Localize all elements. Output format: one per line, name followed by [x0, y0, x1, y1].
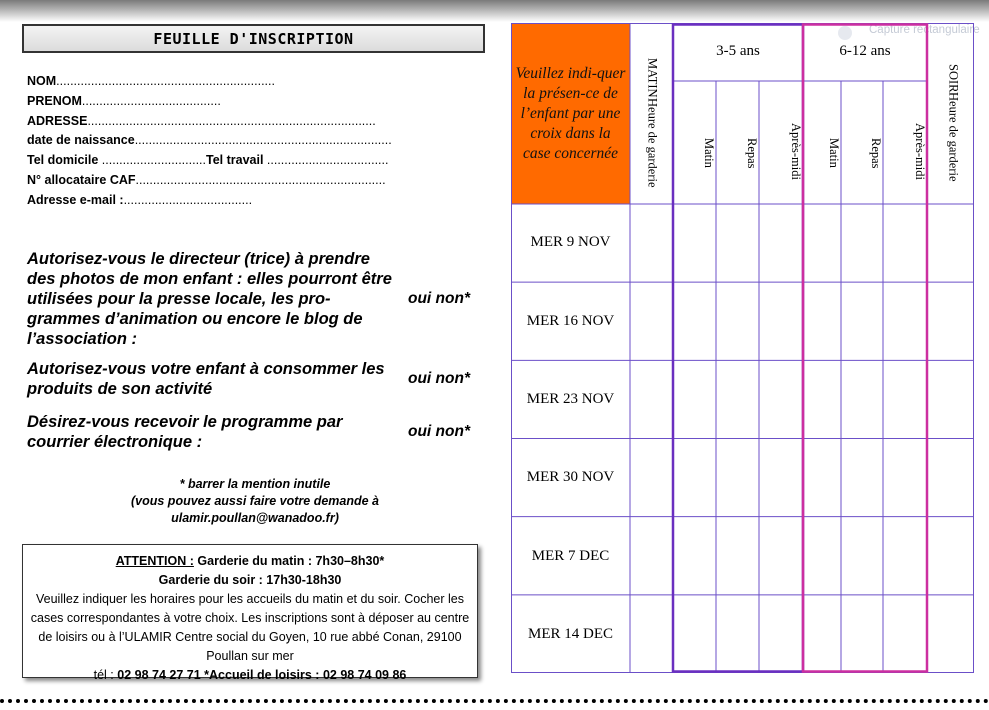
- question-photo: Autorisez-vous le directeur (trice) à prendre des photos de mon enfant : elles pourront être utilisées pour la presse locale, les pro-grammes d’animation ou encore le blog de l’association :: [27, 250, 392, 348]
- attention-box: [22, 544, 478, 682]
- cut-line: [0, 699, 989, 703]
- evening-hours: Garderie du soir : 17h30-18h30: [158, 573, 342, 587]
- field-adresse[interactable]: ADRESSE...................................................................................: [27, 113, 376, 128]
- answer-photo[interactable]: oui non*: [408, 290, 470, 307]
- attention-heading: ATTENTION :: [115, 554, 194, 568]
- date-row-4: MER 30 NOV: [526, 469, 615, 485]
- sub-matin-2: Matin: [827, 138, 841, 168]
- date-row-5: MER 7 DEC: [531, 548, 610, 564]
- tel-numbers: 02 98 74 27 71 *Accueil de loisirs : 02 98 74 09 86: [117, 668, 407, 682]
- instruction-text: Veuillez indi-quer la présen-ce de l’enfant par une croix dans la case concernée: [515, 64, 626, 162]
- field-prenom[interactable]: PRENOM........................................: [27, 93, 221, 108]
- field-date-naissance[interactable]: date de naissance..........................................................................: [27, 133, 392, 148]
- sub-apres-midi-1: Après-midi: [789, 122, 803, 180]
- date-row-1: MER 9 NOV: [530, 234, 611, 250]
- footnote-line-2: (vous pouvez aussi faire votre demande à: [131, 494, 379, 508]
- question-produits: Autorisez-vous votre enfant à consommer les produits de son activité: [27, 360, 385, 398]
- footnote-line-3: ulamir.poullan@wanadoo.fr): [171, 511, 339, 525]
- group-6-12: 6-12 ans: [839, 43, 891, 59]
- identity-fields: [27, 72, 497, 211]
- top-shadow-bar: [0, 0, 989, 22]
- question-courrier: Désirez-vous recevoir le programme par courrier électronique :: [27, 413, 343, 451]
- field-email[interactable]: Adresse e-mail :.....................................: [27, 192, 253, 207]
- tel-prefix: tél :: [93, 668, 114, 682]
- answer-produits[interactable]: oui non*: [408, 370, 470, 387]
- attendance-table: [511, 23, 974, 673]
- capture-watermark: Capture rectangulaire: [869, 24, 980, 36]
- header-soir: SOIR Heure de garderie: [946, 63, 961, 182]
- field-caf[interactable]: N° allocataire CAF........................................................................: [27, 172, 386, 187]
- sub-repas-1: Repas: [745, 137, 759, 169]
- sub-matin-1: Matin: [702, 138, 716, 168]
- field-nom[interactable]: NOM...............................................................: [27, 74, 275, 88]
- sub-repas-2: Repas: [869, 137, 883, 169]
- date-row-2: MER 16 NOV: [526, 313, 615, 329]
- date-row-6: MER 14 DEC: [527, 626, 613, 642]
- group-3-5: 3-5 ans: [716, 43, 760, 59]
- date-row-3: MER 23 NOV: [526, 391, 615, 407]
- footnote: [100, 476, 410, 527]
- attention-body: Veuillez indiquer les horaires pour les accueils du matin et du soir. Cocher les cases correspondantes à votre choix. Les inscriptions sont à déposer au centre de loisirs ou à l’ULAMIR Centre social du Goyen, 10 rue abbé Conan, 29100 Poullan sur mer: [30, 592, 470, 663]
- answer-courrier[interactable]: oui non*: [408, 423, 470, 440]
- header-matin: MATIN Heure de garderie: [645, 58, 660, 188]
- sub-apres-midi-2: Après-midi: [913, 122, 927, 180]
- morning-hours: Garderie du matin : 7h30–8h30*: [197, 554, 385, 568]
- footnote-line-1: * barrer la mention inutile: [179, 477, 331, 491]
- form-title: FEUILLE D'INSCRIPTION: [22, 24, 485, 53]
- field-tel[interactable]: Tel domicile ..............................Tel travail ...................................: [27, 153, 389, 168]
